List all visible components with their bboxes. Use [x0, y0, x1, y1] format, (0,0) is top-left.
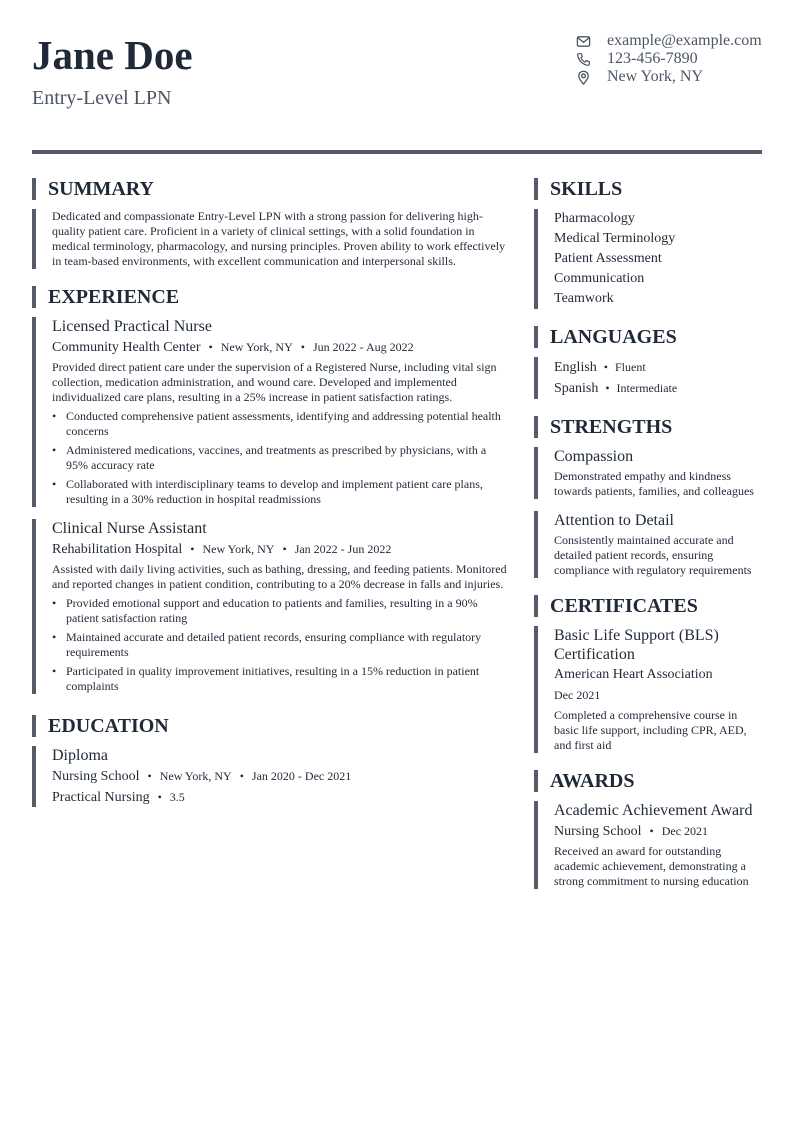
job-dates: Jan 2022 - Jun 2022 [294, 542, 392, 556]
bullet-item: • Administered medications, vaccines, and treatments as prescribed by physicians, with a 95% accuracy rate [66, 443, 508, 473]
award-date: Dec 2021 [661, 824, 709, 838]
language-item [554, 357, 764, 378]
job-title: Licensed Practical Nurse [52, 318, 212, 335]
experience-entry [32, 317, 508, 507]
summary-text: Dedicated and compassionate Entry-Level LPN with a strong passion for delivering high-quality patient care. Proficient in a variety of clinical settings, with a solid foundation in medical terminology, pharmacology, and nursing principles. Proven ability to work effectively in team-based environments, with excellent communication and interpersonal skills. [52, 209, 506, 268]
degree: Diploma [52, 747, 108, 764]
candidate-name: Jane Doe [32, 32, 193, 78]
language-name: English [554, 360, 597, 375]
certificate-date: Dec 2021 [554, 688, 601, 702]
experience-entry [32, 519, 508, 694]
certificate-entry [534, 626, 764, 753]
right-column [534, 178, 764, 889]
left-column [32, 178, 508, 807]
skill-item: Pharmacology [554, 211, 635, 226]
education-heading: EDUCATION [32, 715, 508, 737]
strength-entry [534, 511, 764, 578]
school-location: New York, NY [159, 769, 232, 783]
contact-block [575, 32, 775, 86]
contact-email[interactable] [575, 32, 775, 50]
language-level: Fluent [614, 360, 646, 374]
location-pin-icon [575, 69, 591, 85]
certificate-title: Basic Life Support (BLS) Certification [554, 627, 719, 663]
education-dates: Jan 2020 - Dec 2021 [251, 769, 352, 783]
summary-section [32, 209, 508, 269]
bullet-item: • Participated in quality improvement initiatives, resulting in a 15% reduction in patient complaints [66, 664, 508, 694]
awards-heading: AWARDS [534, 770, 764, 792]
email-text: example@example.com [607, 32, 762, 49]
header-divider [32, 150, 762, 154]
strengths-heading: STRENGTHS [534, 416, 764, 438]
language-level: Intermediate [616, 381, 678, 395]
separator-dot: • [605, 381, 610, 395]
job-location: New York, NY [220, 340, 293, 354]
strength-title: Compassion [554, 448, 634, 465]
separator-dot: • [649, 824, 654, 838]
job-dates: Jun 2022 - Aug 2022 [312, 340, 414, 354]
phone-icon [575, 51, 591, 67]
skills-section [534, 209, 764, 309]
skill-item: Patient Assessment [554, 251, 662, 266]
skills-heading: SKILLS [534, 178, 764, 200]
job-bullets [52, 596, 508, 694]
bullet-item: • Conducted comprehensive patient assessments, identifying and addressing potential health concerns [66, 409, 508, 439]
contact-phone[interactable] [575, 50, 775, 68]
award-title: Academic Achievement Award [554, 802, 753, 819]
field-of-study: Practical Nursing [52, 790, 150, 805]
certificate-text: Completed a comprehensive course in basic life support, including CPR, AED, and first aid [554, 708, 747, 752]
skill-item: Medical Terminology [554, 231, 676, 246]
bullet-item: • Collaborated with interdisciplinary teams to develop and implement patient care plans, resulting in a 30% reduction in hospital readmissions [66, 477, 508, 507]
language-item [554, 378, 764, 399]
languages-section [534, 357, 764, 399]
candidate-title: Entry-Level LPN [32, 87, 172, 109]
strength-entry [534, 447, 764, 499]
separator-dot: • [603, 360, 608, 374]
company-name: Community Health Center [52, 340, 201, 355]
strength-text: Consistently maintained accurate and detailed patient records, ensuring compliance with regulatory requirements [554, 533, 752, 577]
job-bullets [52, 409, 508, 507]
bullet-item: • Maintained accurate and detailed patient records, ensuring compliance with regulatory requirements [66, 630, 508, 660]
award-meta [554, 822, 764, 841]
experience-heading: EXPERIENCE [32, 286, 508, 308]
school-name: Nursing School [52, 769, 140, 784]
separator-dot: • [157, 790, 162, 804]
contact-location [575, 68, 775, 86]
phone-text: 123-456-7890 [607, 50, 698, 67]
education-meta [52, 767, 508, 786]
award-entry [534, 801, 764, 889]
certificate-issuer: American Heart Association [554, 667, 713, 682]
languages-heading: LANGUAGES [534, 326, 764, 348]
award-issuer: Nursing School [554, 824, 642, 839]
job-title: Clinical Nurse Assistant [52, 520, 207, 537]
bullet-item: • Provided emotional support and education to patients and families, resulting in a 90% patient satisfaction rating [66, 596, 508, 626]
separator-dot: • [300, 340, 305, 354]
job-location: New York, NY [202, 542, 275, 556]
strength-title: Attention to Detail [554, 512, 674, 529]
company-name: Rehabilitation Hospital [52, 542, 183, 557]
envelope-icon [575, 33, 591, 49]
language-name: Spanish [554, 381, 599, 396]
summary-heading: SUMMARY [32, 178, 508, 200]
education-field-line [52, 788, 508, 807]
certificates-heading: CERTIFICATES [534, 595, 764, 617]
skill-item: Teamwork [554, 291, 614, 306]
separator-dot: • [147, 769, 152, 783]
gpa: 3.5 [169, 790, 185, 804]
education-entry [32, 746, 508, 807]
certificate-date-line [554, 686, 764, 705]
award-text: Received an award for outstanding academic achievement, demonstrating a strong commitment to nursing education [554, 844, 749, 888]
separator-dot: • [190, 542, 195, 556]
separator-dot: • [208, 340, 213, 354]
separator-dot: • [239, 769, 244, 783]
job-description: Provided direct patient care under the supervision of a Registered Nurse, including vital sign collection, medication administration, and wound care. Developed and implemented individualized care plans, resulting in a 25% increase in patient satisfaction ratings. [52, 360, 497, 404]
job-meta [52, 540, 508, 559]
separator-dot: • [282, 542, 287, 556]
strength-text: Demonstrated empathy and kindness towards patients, families, and colleagues [554, 469, 754, 498]
job-description: Assisted with daily living activities, such as bathing, dressing, and feeding patients. Monitored and reported changes in patient condition, contributing to a 20% decrease in falls and injuries. [52, 562, 507, 591]
location-text: New York, NY [607, 68, 704, 85]
skill-item: Communication [554, 271, 645, 286]
job-meta [52, 338, 508, 357]
